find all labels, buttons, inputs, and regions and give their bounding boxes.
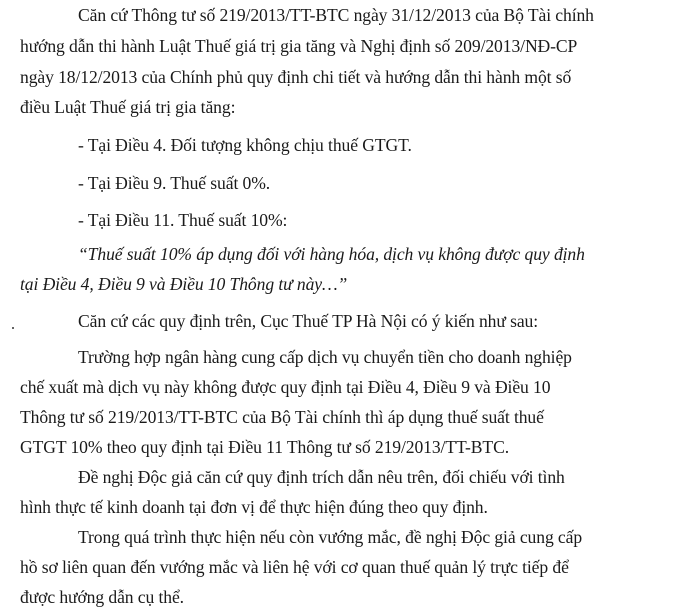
text-line: hình thực tế kinh doanh tại đơn vị để thực hiện đúng theo quy định. [20,497,488,517]
text-line: hồ sơ liên quan đến vướng mắc và liên hệ với cơ quan thuế quản lý trực tiếp để [20,557,569,577]
text-line: Trong quá trình thực hiện nếu còn vướng mắc, đề nghị Độc giả cung cấp [78,527,583,547]
text-line: hướng dẫn thi hành Luật Thuế giá trị gia tăng và Nghị định số 209/2013/NĐ-CP [20,36,578,56]
text-line: Trường hợp ngân hàng cung cấp dịch vụ chuyển tiền cho doanh nghiệp [78,347,572,367]
text-line: Thông tư số 219/2013/TT-BTC của Bộ Tài chính thì áp dụng thuế suất thuế [20,407,544,427]
text-line: tại Điều 4, Điều 9 và Điều 10 Thông tư này…” [20,274,348,294]
text-line: ngày 18/12/2013 của Chính phủ quy định chi tiết và hướng dẫn thi hành một số [20,67,572,87]
bullet-article-9: - Tại Điều 9. Thuế suất 0%. [78,173,271,193]
text-line: chế xuất mà dịch vụ này không được quy định tại Điều 4, Điều 9 và Điều 10 [20,377,551,397]
text-line: Căn cứ Thông tư số 219/2013/TT-BTC ngày 31/12/2013 của Bộ Tài chính [78,5,594,25]
opinion-intro: Căn cứ các quy định trên, Cục Thuế TP Hà Nội có ý kiến như sau: [78,311,539,331]
bullet-article-4: - Tại Điều 4. Đối tượng không chịu thuế GTGT. [78,135,412,155]
text-line: được hướng dẫn cụ thể. [20,587,184,607]
text-line: điều Luật Thuế giá trị gia tăng: [20,97,236,117]
text-line: GTGT 10% theo quy định tại Điều 11 Thông tư số 219/2013/TT-BTC. [20,437,509,457]
text-line: “Thuế suất 10% áp dụng đối với hàng hóa, dịch vụ không được quy định [78,244,585,264]
scan-speck [12,327,14,329]
bullet-article-11: - Tại Điều 11. Thuế suất 10%: [78,210,288,230]
text-line: Đề nghị Độc giả căn cứ quy định trích dẫn nêu trên, đối chiếu với tình [78,467,565,487]
